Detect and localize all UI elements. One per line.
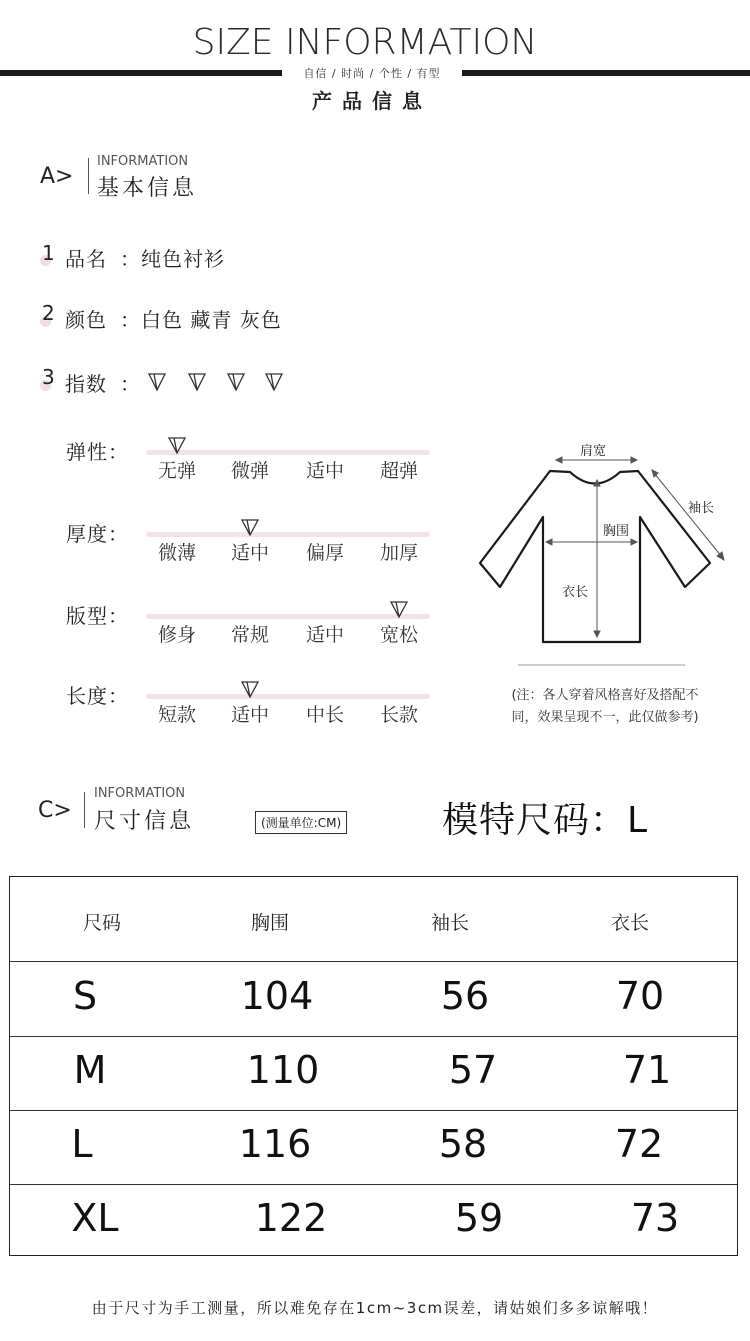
scale-option: 修身 <box>157 624 196 646</box>
selected-marker-icon <box>239 679 261 699</box>
scale-option: 宽松 <box>379 624 418 646</box>
color-value: ：白色 藏青 灰色 <box>120 308 282 332</box>
table-header-row <box>10 877 737 961</box>
scale-track <box>146 694 430 699</box>
table-row <box>10 1037 737 1110</box>
table-row <box>10 1111 737 1184</box>
cell-chest: 122 <box>254 1196 328 1240</box>
section-c-title: 尺寸信息 <box>94 809 195 834</box>
header-bar-left <box>0 70 282 76</box>
scale-option: 适中 <box>305 624 344 646</box>
note-line-1: (注：各人穿着风格喜好及搭配不 <box>511 688 699 703</box>
measurement-unit: (测量单位:CM) <box>255 811 347 834</box>
triangle-icon <box>228 374 244 390</box>
scale-option: 长款 <box>379 704 418 726</box>
scale-option: 偏厚 <box>305 542 344 564</box>
item-number: 3 <box>42 365 55 389</box>
scale-option: 超弹 <box>379 460 418 482</box>
section-c-divider <box>84 792 85 828</box>
triangle-icon <box>266 374 282 390</box>
triangle-icon <box>189 374 205 390</box>
selected-marker-icon <box>388 599 410 619</box>
index-colon: ： <box>120 372 141 396</box>
header-subtitle: 自信 / 时尚 / 个性 / 有型 <box>303 67 441 80</box>
scale-option: 中长 <box>305 704 344 726</box>
index-label: 指数 <box>65 372 107 396</box>
cell-length: 70 <box>615 974 665 1018</box>
scale-option: 无弹 <box>157 460 196 482</box>
scale-track <box>146 450 430 455</box>
cell-length: 72 <box>614 1122 664 1166</box>
cell-chest: 116 <box>238 1122 312 1166</box>
index-triangles <box>146 370 291 394</box>
scale-option: 加厚 <box>379 542 418 564</box>
product-name-value: ：纯色衬衫 <box>120 247 225 271</box>
chest-label: 胸围 <box>603 524 630 539</box>
item-number: 2 <box>42 301 55 325</box>
scale-label: 版型： <box>66 604 129 628</box>
cell-length: 71 <box>622 1048 672 1092</box>
section-a-divider <box>88 158 89 194</box>
scale-track <box>146 532 430 537</box>
scale-label: 弹性： <box>66 440 129 464</box>
note-line-2: 同，效果呈现不一，此仅做参考) <box>511 710 699 725</box>
table-row <box>10 1185 737 1255</box>
scale-option: 适中 <box>305 460 344 482</box>
header-title-cn: 产品信息 <box>312 89 432 113</box>
model-size: 模特尺码：L <box>442 800 649 841</box>
cell-sleeve: 59 <box>454 1196 504 1240</box>
scale-option: 短款 <box>157 704 196 726</box>
scale-label: 长度： <box>66 684 129 708</box>
scale-label: 厚度： <box>66 522 129 546</box>
scale-option: 适中 <box>230 704 269 726</box>
cell-chest: 104 <box>240 974 314 1018</box>
selected-marker-icon <box>239 517 261 537</box>
header-length: 衣长 <box>610 912 649 934</box>
cell-size: M <box>73 1048 107 1092</box>
scale-option: 适中 <box>230 542 269 564</box>
item-number: 1 <box>42 241 55 265</box>
cell-sleeve: 58 <box>438 1122 488 1166</box>
scale-option: 微薄 <box>157 542 196 564</box>
header-chest: 胸围 <box>250 912 289 934</box>
section-a-title: 基本信息 <box>97 176 198 201</box>
color-label: 颜色 <box>65 308 107 332</box>
section-c-letter: C> <box>38 798 72 823</box>
section-a-letter: A> <box>40 164 74 189</box>
cell-sleeve: 57 <box>448 1048 498 1092</box>
cell-size: L <box>71 1122 93 1166</box>
section-a-en: INFORMATION <box>97 154 189 169</box>
length-label: 衣长 <box>562 585 589 600</box>
footer-note: 由于尺寸为手工测量，所以难免存在1cm~3cm误差，请姑娘们多多谅解哦！ <box>91 1299 659 1317</box>
triangle-icon <box>149 374 165 390</box>
size-table <box>9 876 738 1256</box>
header-size: 尺码 <box>82 912 121 934</box>
table-row <box>10 962 737 1036</box>
cell-size: XL <box>71 1196 119 1240</box>
cell-sleeve: 56 <box>440 974 490 1018</box>
cell-length: 73 <box>630 1196 680 1240</box>
scale-option: 常规 <box>230 624 269 646</box>
header-sleeve: 袖长 <box>430 912 469 934</box>
cell-chest: 110 <box>246 1048 320 1092</box>
sleeve-length-label: 袖长 <box>688 501 715 516</box>
shoulder-width-label: 肩宽 <box>580 444 607 459</box>
shirt-diagram <box>470 435 740 675</box>
selected-marker-icon <box>166 435 188 455</box>
scale-option: 微弹 <box>230 460 269 482</box>
diagram-note <box>470 685 740 729</box>
product-name-label: 品名 <box>65 247 107 271</box>
header-bar-right <box>462 70 750 76</box>
section-c-en: INFORMATION <box>94 786 186 801</box>
page-title: SIZE INFORMATION <box>192 22 538 63</box>
cell-size: S <box>72 974 98 1018</box>
